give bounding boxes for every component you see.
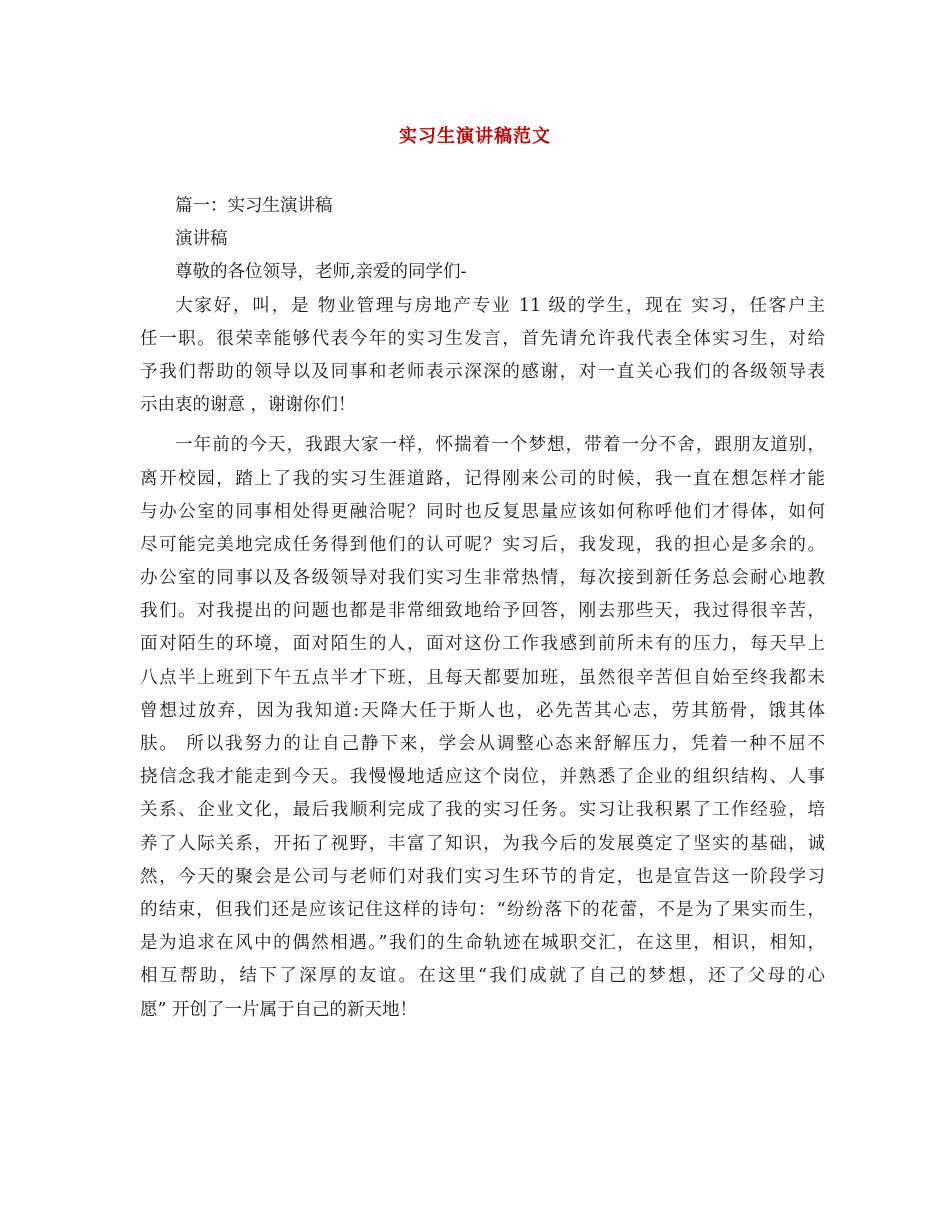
- subheading: 演讲稿: [175, 229, 228, 250]
- paragraph-line: 予我们帮助的领导以及同事和老师表示深深的感谢，对一直关心我们的各级领导表: [140, 361, 825, 382]
- paragraph-line: 一年前的今天，我跟大家一样，怀揣着一个梦想，带着一分不舍，跟朋友道别，: [175, 435, 825, 456]
- document-title: 实习生演讲稿范文: [399, 126, 551, 147]
- paragraph-line: 任一职。很荣幸能够代表今年的实习生发言，首先请允许我代表全体实习生，对给: [140, 328, 825, 349]
- paragraph-line: 是为追求在风中的偶然相遇。”我们的生命轨迹在城职交汇，在这里，相识，相知，: [140, 933, 825, 954]
- document-body: [140, 190, 825, 1027]
- paragraph-line: 面对陌生的环境，面对陌生的人，面对这份工作我感到前所未有的压力，每天早上: [140, 634, 825, 655]
- paragraph-line: 肤。 所以我努力的让自己静下来，学会从调整心态来舒解压力，凭着一种不屈不: [140, 734, 825, 754]
- paragraph-line: 然，今天的聚会是公司与老师们对我们实习生环节的肯定，也是宣告这一阶段学习: [140, 866, 825, 887]
- paragraph-line: 养了人际关系，开拓了视野，丰富了知识，为我今后的发展奠定了坚实的基础，诚: [140, 833, 825, 854]
- salutation: 尊敬的各位领导，老师,亲爱的同学们-: [175, 262, 467, 283]
- paragraph-line: 八点半上班到下午五点半才下班，且每天都要加班，虽然很辛苦但自始至终我都未: [140, 667, 825, 688]
- paragraph-line: 示由衷的谢意 ，谢谢你们！: [140, 395, 356, 416]
- paragraph-line: 我们。对我提出的问题也都是非常细致地给予回答，刚去那些天，我过得很辛苦，: [140, 601, 825, 622]
- paragraph-line: 关系、企业文化，最后我顺利完成了我的实习任务。实习让我积累了工作经验，培: [140, 800, 825, 821]
- paragraph-line: 大家好，叫，是 物业管理与房地产专业 11 级的学生，现在 实习，任客户主: [175, 295, 825, 316]
- paragraph-line: 尽可能完美地完成任务得到他们的认可呢？实习后，我发现，我的担心是多余的。: [140, 534, 825, 555]
- paragraph-line: 办公室的同事以及各级领导对我们实习生非常热情，每次接到新任务总会耐心地教: [140, 568, 825, 589]
- paragraph-line: 挠信念我才能走到今天。我慢慢地适应这个岗位，并熟悉了企业的组织结构、人事: [140, 767, 825, 788]
- paragraph-line: 的结束，但我们还是应该记住这样的诗句：“纷纷落下的花蕾，不是为了果实而生，: [140, 899, 825, 920]
- paragraph-line: 愿” 开创了一片属于自己的新天地！: [140, 999, 418, 1020]
- paragraph-line: 相互帮助，结下了深厚的友谊。在这里“我们成就了自己的梦想，还了父母的心: [140, 966, 825, 987]
- paragraph-line: 曾想过放弃，因为我知道:天降大任于斯人也，必先苦其心志，劳其筋骨，饿其体: [140, 700, 825, 721]
- section-heading: 篇一：实习生演讲稿: [175, 196, 333, 216]
- paragraph-line: 离开校园，踏上了我的实习生涯道路，记得刚来公司的时候，我一直在想怎样才能: [140, 468, 825, 489]
- paragraph-line: 与办公室的同事相处得更融洽呢？同时也反复思量应该如何称呼他们才得体，如何: [140, 501, 825, 522]
